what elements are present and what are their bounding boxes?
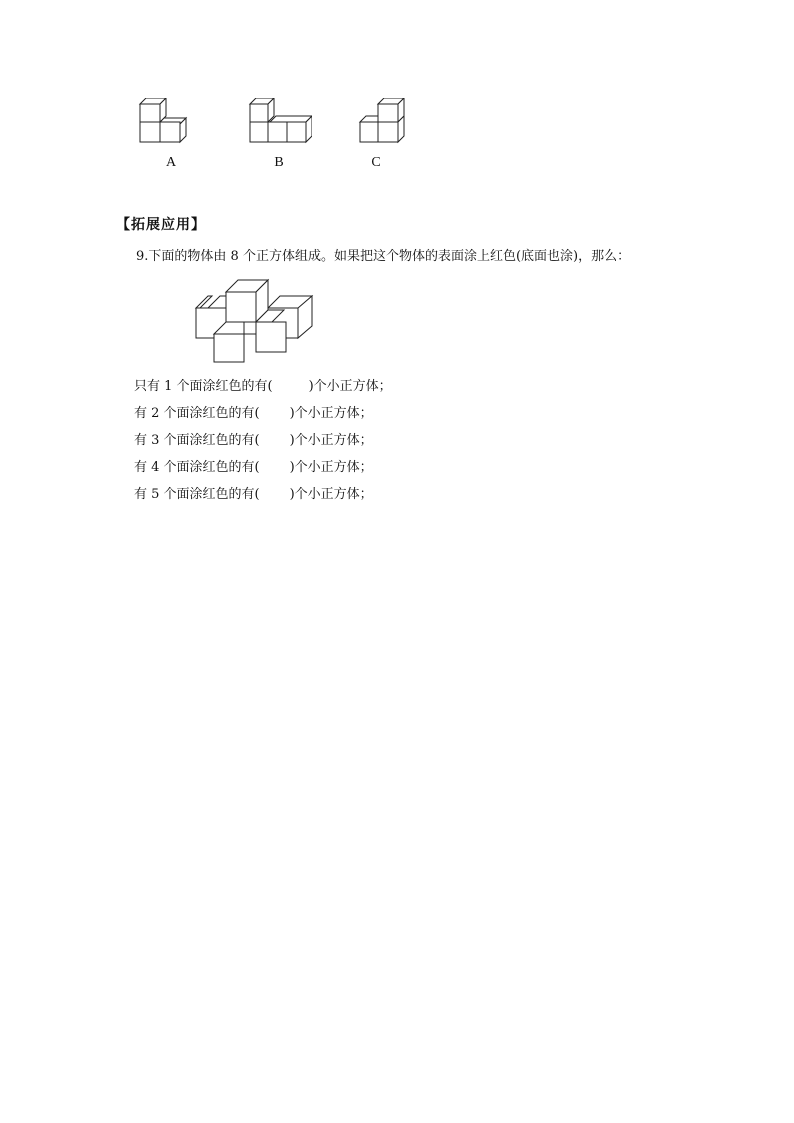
- cube-stack-c: [356, 98, 412, 148]
- section-title: 【拓展应用】: [116, 217, 206, 233]
- answer-5-prefix: 有 5 个面涂红色的有(: [134, 487, 260, 502]
- cube-stack-b: [246, 98, 312, 148]
- answer-line-4: [134, 456, 373, 475]
- answer-line-2: [134, 402, 373, 421]
- answer-4-prefix: 有 4 个面涂红色的有(: [134, 460, 260, 475]
- cube-stack-a: [136, 98, 196, 148]
- option-c-figure: [356, 98, 412, 148]
- option-b-figure: [246, 98, 312, 148]
- answer-2-prefix: 有 2 个面涂红色的有(: [134, 406, 260, 421]
- answer-3-suffix: )个小正方体；: [289, 433, 373, 448]
- answer-line-5: [134, 483, 373, 502]
- answer-1-suffix: )个小正方体；: [308, 379, 392, 394]
- option-a-figure: [136, 98, 196, 148]
- answer-1-prefix: 只有 1 个面涂红色的有(: [134, 379, 273, 394]
- answer-4-suffix: )个小正方体；: [289, 460, 373, 475]
- answer-line-1: [134, 375, 392, 394]
- option-a-label: A: [165, 155, 177, 170]
- eight-cube-figure: [192, 276, 316, 366]
- option-b-label: B: [274, 155, 284, 170]
- answer-5-suffix: )个小正方体；: [289, 487, 373, 502]
- answer-3-prefix: 有 3 个面涂红色的有(: [134, 433, 260, 448]
- answer-line-3: [134, 429, 373, 448]
- eight-cube-diagram: [192, 276, 316, 366]
- answer-2-suffix: )个小正方体；: [289, 406, 373, 421]
- question-text: 9.下面的物体由 8 个正方体组成。如果把这个物体的表面涂上红色(底面也涂)，那么：: [136, 249, 631, 264]
- option-c-label: C: [371, 155, 381, 170]
